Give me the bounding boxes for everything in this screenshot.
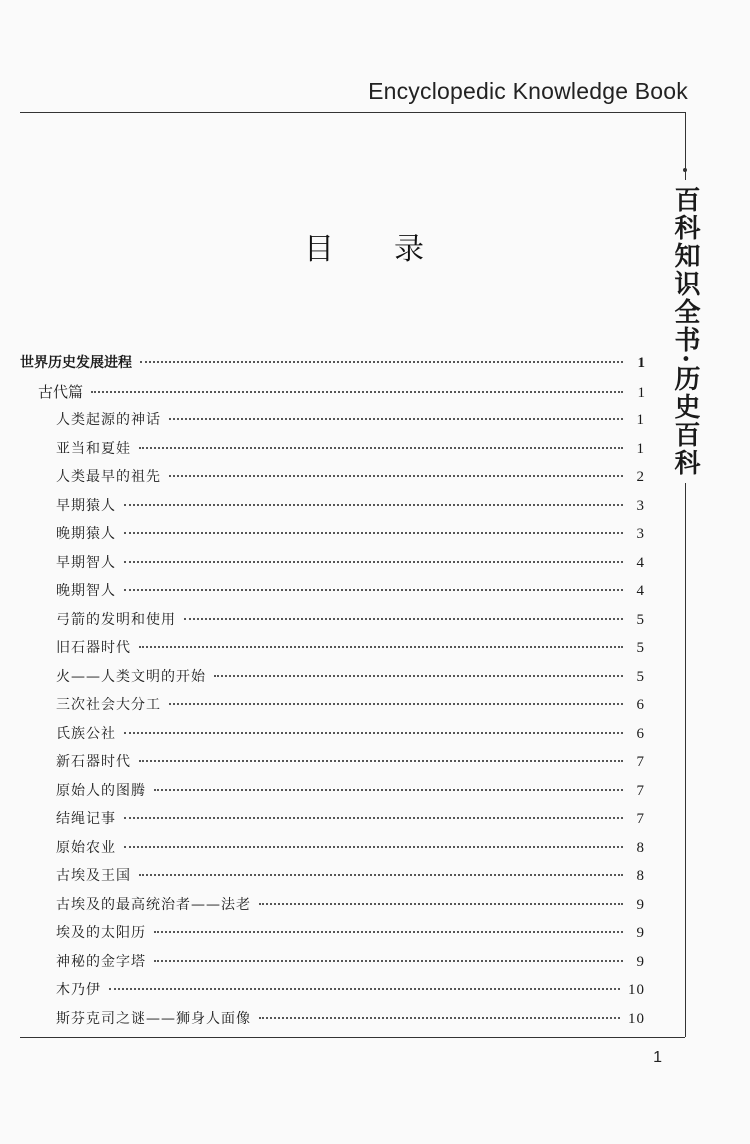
toc-entry-title: 早期猿人 [56, 497, 116, 514]
toc-entry[interactable] [20, 352, 645, 381]
toc-entry-title: 世界历史发展进程 [20, 355, 132, 371]
toc-entry-page: 5 [636, 640, 645, 656]
toc-entry[interactable] [20, 495, 645, 524]
toc-entry[interactable] [20, 865, 645, 894]
side-title-dot-top [683, 168, 687, 172]
toc-leader-dots [109, 988, 620, 990]
toc-entry[interactable] [20, 837, 645, 866]
toc-entry-page: 7 [636, 811, 645, 827]
toc-leader-dots [169, 703, 623, 705]
toc-leader-dots [139, 874, 623, 876]
toc-entry[interactable] [20, 523, 645, 552]
toc-entry-title: 埃及的太阳历 [56, 925, 146, 941]
toc-entry[interactable] [20, 466, 645, 495]
toc-entry-title: 古代篇 [38, 382, 84, 401]
toc-entry[interactable] [20, 381, 645, 410]
toc-entry-page: 6 [636, 725, 645, 742]
toc-leader-dots [124, 504, 623, 506]
toc-entry[interactable] [20, 637, 645, 666]
toc-entry-page: 4 [636, 554, 645, 571]
toc-entry-title: 斯芬克司之谜——狮身人面像 [56, 1010, 251, 1027]
toc-entry-title: 人类起源的神话 [56, 412, 161, 428]
top-rule [20, 112, 685, 113]
toc-entry-title: 弓箭的发明和使用 [56, 611, 176, 628]
toc-leader-dots [259, 1017, 620, 1019]
side-vertical-title: 百科知识全书·历史百科 [670, 180, 700, 483]
toc-entry-title: 新石器时代 [56, 754, 131, 770]
toc-entry[interactable] [20, 922, 645, 951]
toc-entry-title: 人类最早的祖先 [56, 469, 161, 485]
toc-leader-dots [154, 789, 623, 791]
toc-entry-title: 旧石器时代 [56, 640, 131, 656]
table-of-contents [20, 352, 645, 1036]
toc-leader-dots [124, 817, 623, 819]
toc-leader-dots [91, 391, 623, 393]
toc-entry-title: 原始人的图腾 [56, 782, 146, 799]
toc-entry[interactable] [20, 780, 645, 809]
toc-leader-dots [259, 903, 623, 905]
toc-entry-title: 早期智人 [56, 554, 116, 571]
toc-entry-title: 木乃伊 [56, 982, 101, 998]
toc-entry[interactable] [20, 609, 645, 638]
toc-leader-dots [154, 931, 623, 933]
toc-entry-page: 1 [637, 384, 645, 401]
toc-entry-page: 8 [636, 868, 645, 884]
toc-entry[interactable] [20, 666, 645, 695]
toc-entry-page: 5 [636, 611, 645, 628]
toc-leader-dots [124, 532, 623, 534]
bottom-rule [20, 1037, 685, 1038]
toc-leader-dots [139, 447, 623, 449]
toc-entry-title: 亚当和夏娃 [56, 440, 131, 457]
toc-leader-dots [139, 760, 623, 762]
toc-entry[interactable] [20, 751, 645, 780]
toc-entry-page: 10 [628, 1010, 645, 1027]
toc-entry[interactable] [20, 438, 645, 467]
toc-heading: 目录 [304, 232, 484, 267]
toc-entry-title: 古埃及王国 [56, 868, 131, 884]
toc-leader-dots [140, 361, 623, 363]
toc-entry-title: 原始农业 [56, 839, 116, 856]
toc-entry[interactable] [20, 979, 645, 1008]
toc-entry-page: 9 [636, 953, 645, 970]
toc-leader-dots [124, 846, 623, 848]
toc-entry-page: 1 [637, 355, 645, 371]
toc-entry-title: 神秘的金字塔 [56, 953, 146, 970]
toc-leader-dots [214, 675, 623, 677]
toc-entry-title: 三次社会大分工 [56, 697, 161, 713]
toc-entry[interactable] [20, 409, 645, 438]
toc-entry-page: 6 [636, 697, 645, 713]
toc-entry-page: 1 [636, 440, 645, 457]
toc-entry[interactable] [20, 894, 645, 923]
toc-entry[interactable] [20, 1008, 645, 1037]
toc-entry-page: 8 [636, 839, 645, 856]
toc-leader-dots [124, 732, 623, 734]
toc-leader-dots [139, 646, 623, 648]
toc-entry[interactable] [20, 723, 645, 752]
toc-entry-title: 火——人类文明的开始 [56, 668, 206, 685]
toc-entry-page: 9 [636, 925, 645, 941]
toc-leader-dots [154, 960, 623, 962]
toc-entry-page: 10 [628, 982, 645, 998]
toc-entry[interactable] [20, 552, 645, 581]
toc-entry[interactable] [20, 580, 645, 609]
toc-entry[interactable] [20, 808, 645, 837]
toc-entry[interactable] [20, 951, 645, 980]
toc-leader-dots [169, 418, 623, 420]
toc-entry[interactable] [20, 694, 645, 723]
toc-entry-title: 古埃及的最高统治者——法老 [56, 896, 251, 913]
toc-entry-page: 4 [636, 583, 645, 599]
toc-entry-page: 3 [636, 497, 645, 514]
toc-entry-page: 3 [636, 526, 645, 542]
toc-entry-title: 晚期猿人 [56, 526, 116, 542]
toc-leader-dots [169, 475, 623, 477]
toc-entry-title: 结绳记事 [56, 811, 116, 827]
page-number: 1 [653, 1049, 662, 1066]
toc-leader-dots [124, 561, 623, 563]
toc-entry-page: 7 [636, 754, 645, 770]
toc-entry-title: 氏族公社 [56, 725, 116, 742]
toc-entry-page: 9 [636, 896, 645, 913]
toc-entry-page: 1 [636, 412, 645, 428]
toc-leader-dots [184, 618, 623, 620]
toc-entry-page: 2 [636, 469, 645, 485]
toc-entry-page: 7 [636, 782, 645, 799]
toc-leader-dots [124, 589, 623, 591]
toc-entry-page: 5 [636, 668, 645, 685]
toc-entry-title: 晚期智人 [56, 583, 116, 599]
book-header-title: Encyclopedic Knowledge Book [368, 78, 688, 104]
